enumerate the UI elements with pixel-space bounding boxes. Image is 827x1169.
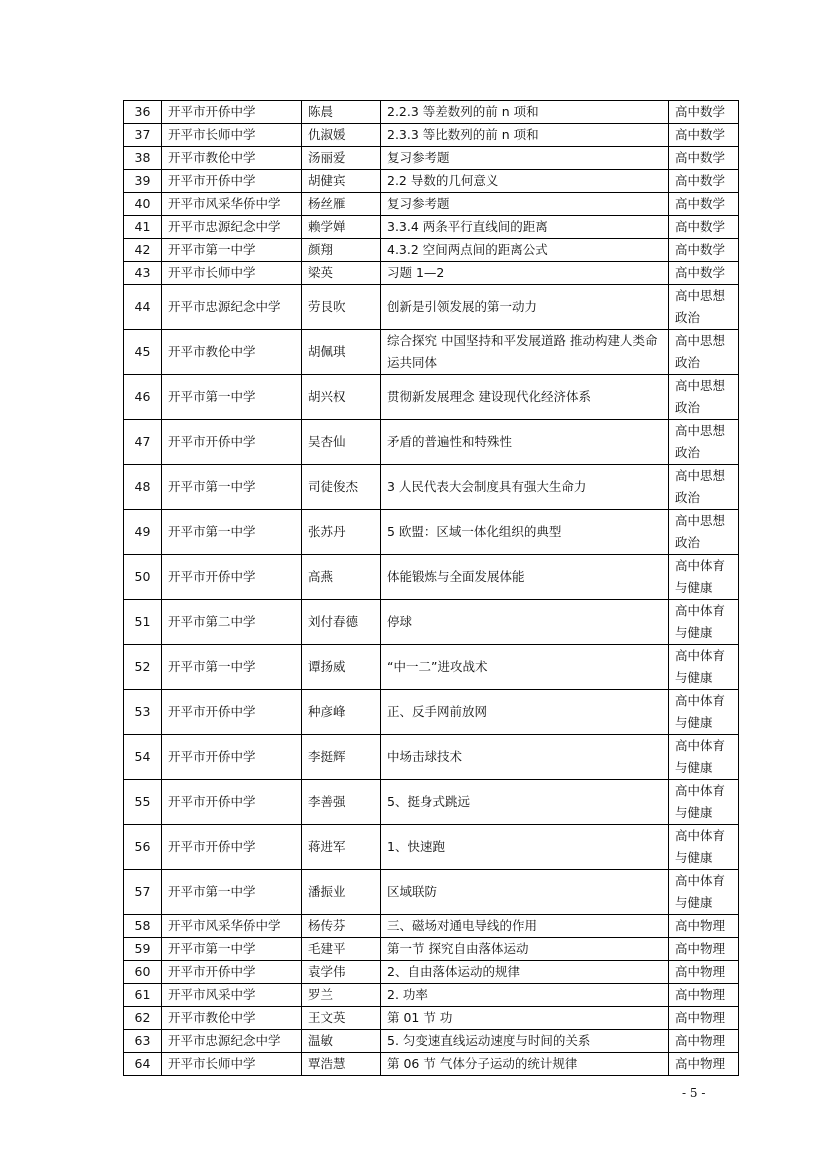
school-cell: 开平市第一中学 (162, 870, 302, 915)
school-cell: 开平市教伦中学 (162, 330, 302, 375)
school-cell: 开平市第一中学 (162, 239, 302, 262)
teacher-cell: 梁英 (302, 262, 381, 285)
subject-cell: 高中物理 (669, 1053, 739, 1076)
school-cell: 开平市长师中学 (162, 1053, 302, 1076)
teacher-cell: 张苏丹 (302, 510, 381, 555)
table-row (124, 262, 739, 285)
lesson-cell: 3 人民代表大会制度具有强大生命力 (381, 465, 669, 510)
table-row (124, 510, 739, 555)
table-row (124, 375, 739, 420)
teacher-cell: 高燕 (302, 555, 381, 600)
teacher-cell: 罗兰 (302, 984, 381, 1007)
teacher-cell: 潘振业 (302, 870, 381, 915)
teacher-cell: 赖学婵 (302, 216, 381, 239)
subject-cell: 高中体育与健康 (669, 780, 739, 825)
row-number: 39 (124, 170, 162, 193)
school-cell: 开平市第二中学 (162, 600, 302, 645)
table-row (124, 645, 739, 690)
teacher-cell: 王文英 (302, 1007, 381, 1030)
lesson-cell: 2.3.3 等比数列的前 n 项和 (381, 124, 669, 147)
subject-cell: 高中体育与健康 (669, 555, 739, 600)
row-number: 44 (124, 285, 162, 330)
lesson-cell: 复习参考题 (381, 147, 669, 170)
school-cell: 开平市开侨中学 (162, 101, 302, 124)
subject-cell: 高中物理 (669, 1007, 739, 1030)
lesson-cell: 区域联防 (381, 870, 669, 915)
table-row (124, 938, 739, 961)
teacher-cell: 胡佩琪 (302, 330, 381, 375)
teacher-cell: 谭扬威 (302, 645, 381, 690)
row-number: 42 (124, 239, 162, 262)
table-row (124, 555, 739, 600)
subject-cell: 高中数学 (669, 262, 739, 285)
row-number: 37 (124, 124, 162, 147)
school-cell: 开平市开侨中学 (162, 170, 302, 193)
subject-cell: 高中体育与健康 (669, 690, 739, 735)
subject-cell: 高中思想政治 (669, 285, 739, 330)
row-number: 58 (124, 915, 162, 938)
subject-cell: 高中思想政治 (669, 510, 739, 555)
lesson-cell: 2.2.3 等差数列的前 n 项和 (381, 101, 669, 124)
table-row (124, 147, 739, 170)
row-number: 56 (124, 825, 162, 870)
table-row (124, 690, 739, 735)
lesson-cell: 创新是引领发展的第一动力 (381, 285, 669, 330)
row-number: 36 (124, 101, 162, 124)
subject-cell: 高中思想政治 (669, 465, 739, 510)
teacher-cell: 温敏 (302, 1030, 381, 1053)
lesson-cell: 第一节 探究自由落体运动 (381, 938, 669, 961)
teacher-cell: 覃浩慧 (302, 1053, 381, 1076)
teacher-cell: 杨传芬 (302, 915, 381, 938)
row-number: 49 (124, 510, 162, 555)
lesson-cell: 习题 1—2 (381, 262, 669, 285)
table-row (124, 170, 739, 193)
subject-cell: 高中物理 (669, 915, 739, 938)
school-cell: 开平市开侨中学 (162, 825, 302, 870)
subject-cell: 高中物理 (669, 984, 739, 1007)
teacher-cell: 胡健宾 (302, 170, 381, 193)
row-number: 38 (124, 147, 162, 170)
lesson-cell: 贯彻新发展理念 建设现代化经济体系 (381, 375, 669, 420)
subject-cell: 高中物理 (669, 1030, 739, 1053)
row-number: 57 (124, 870, 162, 915)
school-cell: 开平市风采华侨中学 (162, 915, 302, 938)
teacher-cell: 颜翔 (302, 239, 381, 262)
subject-cell: 高中思想政治 (669, 420, 739, 465)
table-row (124, 465, 739, 510)
school-cell: 开平市开侨中学 (162, 555, 302, 600)
subject-cell: 高中体育与健康 (669, 735, 739, 780)
lesson-cell: 4.3.2 空间两点间的距离公式 (381, 239, 669, 262)
school-cell: 开平市长师中学 (162, 262, 302, 285)
school-cell: 开平市忠源纪念中学 (162, 285, 302, 330)
subject-cell: 高中数学 (669, 193, 739, 216)
table-row (124, 420, 739, 465)
subject-cell: 高中数学 (669, 147, 739, 170)
school-cell: 开平市第一中学 (162, 938, 302, 961)
row-number: 61 (124, 984, 162, 1007)
lesson-cell: 5、挺身式跳远 (381, 780, 669, 825)
table-row (124, 984, 739, 1007)
row-number: 52 (124, 645, 162, 690)
table-row (124, 193, 739, 216)
school-cell: 开平市教伦中学 (162, 147, 302, 170)
table-row (124, 780, 739, 825)
subject-cell: 高中数学 (669, 124, 739, 147)
subject-cell: 高中体育与健康 (669, 825, 739, 870)
teacher-cell: 陈晨 (302, 101, 381, 124)
school-cell: 开平市开侨中学 (162, 420, 302, 465)
lesson-cell: 2.2 导数的几何意义 (381, 170, 669, 193)
subject-cell: 高中物理 (669, 961, 739, 984)
school-cell: 开平市第一中学 (162, 375, 302, 420)
subject-cell: 高中体育与健康 (669, 600, 739, 645)
lesson-cell: 5 欧盟：区域一体化组织的典型 (381, 510, 669, 555)
lesson-cell: 3.3.4 两条平行直线间的距离 (381, 216, 669, 239)
row-number: 40 (124, 193, 162, 216)
teacher-cell: 李挺辉 (302, 735, 381, 780)
table-row (124, 1053, 739, 1076)
row-number: 48 (124, 465, 162, 510)
school-cell: 开平市教伦中学 (162, 1007, 302, 1030)
school-cell: 开平市风采中学 (162, 984, 302, 1007)
lesson-cell: 复习参考题 (381, 193, 669, 216)
table-row (124, 330, 739, 375)
lesson-cell: 第 06 节 气体分子运动的统计规律 (381, 1053, 669, 1076)
teacher-cell: 袁学伟 (302, 961, 381, 984)
table-row (124, 1030, 739, 1053)
table-row (124, 124, 739, 147)
teacher-cell: 司徒俊杰 (302, 465, 381, 510)
school-cell: 开平市开侨中学 (162, 690, 302, 735)
row-number: 46 (124, 375, 162, 420)
row-number: 45 (124, 330, 162, 375)
teacher-cell: 蒋进军 (302, 825, 381, 870)
subject-cell: 高中数学 (669, 239, 739, 262)
school-cell: 开平市开侨中学 (162, 780, 302, 825)
teacher-cell: 刘付春德 (302, 600, 381, 645)
subject-cell: 高中思想政治 (669, 330, 739, 375)
row-number: 50 (124, 555, 162, 600)
subject-cell: 高中数学 (669, 101, 739, 124)
table-row (124, 600, 739, 645)
row-number: 55 (124, 780, 162, 825)
teacher-cell: 吴杏仙 (302, 420, 381, 465)
row-number: 60 (124, 961, 162, 984)
table-row (124, 1007, 739, 1030)
school-cell: 开平市第一中学 (162, 645, 302, 690)
lesson-table (123, 100, 739, 1076)
lesson-cell: “中一二”进攻战术 (381, 645, 669, 690)
page-number: - 5 - (682, 1086, 706, 1100)
row-number: 63 (124, 1030, 162, 1053)
teacher-cell: 种彦峰 (302, 690, 381, 735)
table-row (124, 216, 739, 239)
lesson-cell: 综合探究 中国坚持和平发展道路 推动构建人类命运共同体 (381, 330, 669, 375)
table-row (124, 870, 739, 915)
teacher-cell: 毛建平 (302, 938, 381, 961)
school-cell: 开平市长师中学 (162, 124, 302, 147)
teacher-cell: 李善强 (302, 780, 381, 825)
school-cell: 开平市第一中学 (162, 510, 302, 555)
subject-cell: 高中体育与健康 (669, 870, 739, 915)
school-cell: 开平市第一中学 (162, 465, 302, 510)
table-row (124, 735, 739, 780)
row-number: 62 (124, 1007, 162, 1030)
lesson-cell: 第 01 节 功 (381, 1007, 669, 1030)
lesson-cell: 中场击球技术 (381, 735, 669, 780)
table-row (124, 285, 739, 330)
lesson-cell: 正、反手网前放网 (381, 690, 669, 735)
table-row (124, 239, 739, 262)
subject-cell: 高中数学 (669, 216, 739, 239)
teacher-cell: 胡兴权 (302, 375, 381, 420)
table-row (124, 961, 739, 984)
school-cell: 开平市开侨中学 (162, 735, 302, 780)
row-number: 47 (124, 420, 162, 465)
teacher-cell: 仇淑媛 (302, 124, 381, 147)
subject-cell: 高中思想政治 (669, 375, 739, 420)
row-number: 41 (124, 216, 162, 239)
subject-cell: 高中物理 (669, 938, 739, 961)
lesson-cell: 体能锻炼与全面发展体能 (381, 555, 669, 600)
lesson-cell: 2、自由落体运动的规律 (381, 961, 669, 984)
row-number: 64 (124, 1053, 162, 1076)
lesson-cell: 三、磁场对通电导线的作用 (381, 915, 669, 938)
lesson-cell: 2. 功率 (381, 984, 669, 1007)
school-cell: 开平市忠源纪念中学 (162, 216, 302, 239)
table-row (124, 825, 739, 870)
row-number: 51 (124, 600, 162, 645)
lesson-cell: 1、快速跑 (381, 825, 669, 870)
table-row (124, 101, 739, 124)
lesson-table-body (124, 101, 739, 1076)
row-number: 43 (124, 262, 162, 285)
subject-cell: 高中体育与健康 (669, 645, 739, 690)
teacher-cell: 杨丝雁 (302, 193, 381, 216)
school-cell: 开平市开侨中学 (162, 961, 302, 984)
teacher-cell: 汤丽爱 (302, 147, 381, 170)
row-number: 53 (124, 690, 162, 735)
lesson-cell: 5. 匀变速直线运动速度与时间的关系 (381, 1030, 669, 1053)
school-cell: 开平市风采华侨中学 (162, 193, 302, 216)
table-row (124, 915, 739, 938)
school-cell: 开平市忠源纪念中学 (162, 1030, 302, 1053)
lesson-cell: 停球 (381, 600, 669, 645)
lesson-cell: 矛盾的普遍性和特殊性 (381, 420, 669, 465)
row-number: 54 (124, 735, 162, 780)
teacher-cell: 劳艮吹 (302, 285, 381, 330)
row-number: 59 (124, 938, 162, 961)
subject-cell: 高中数学 (669, 170, 739, 193)
